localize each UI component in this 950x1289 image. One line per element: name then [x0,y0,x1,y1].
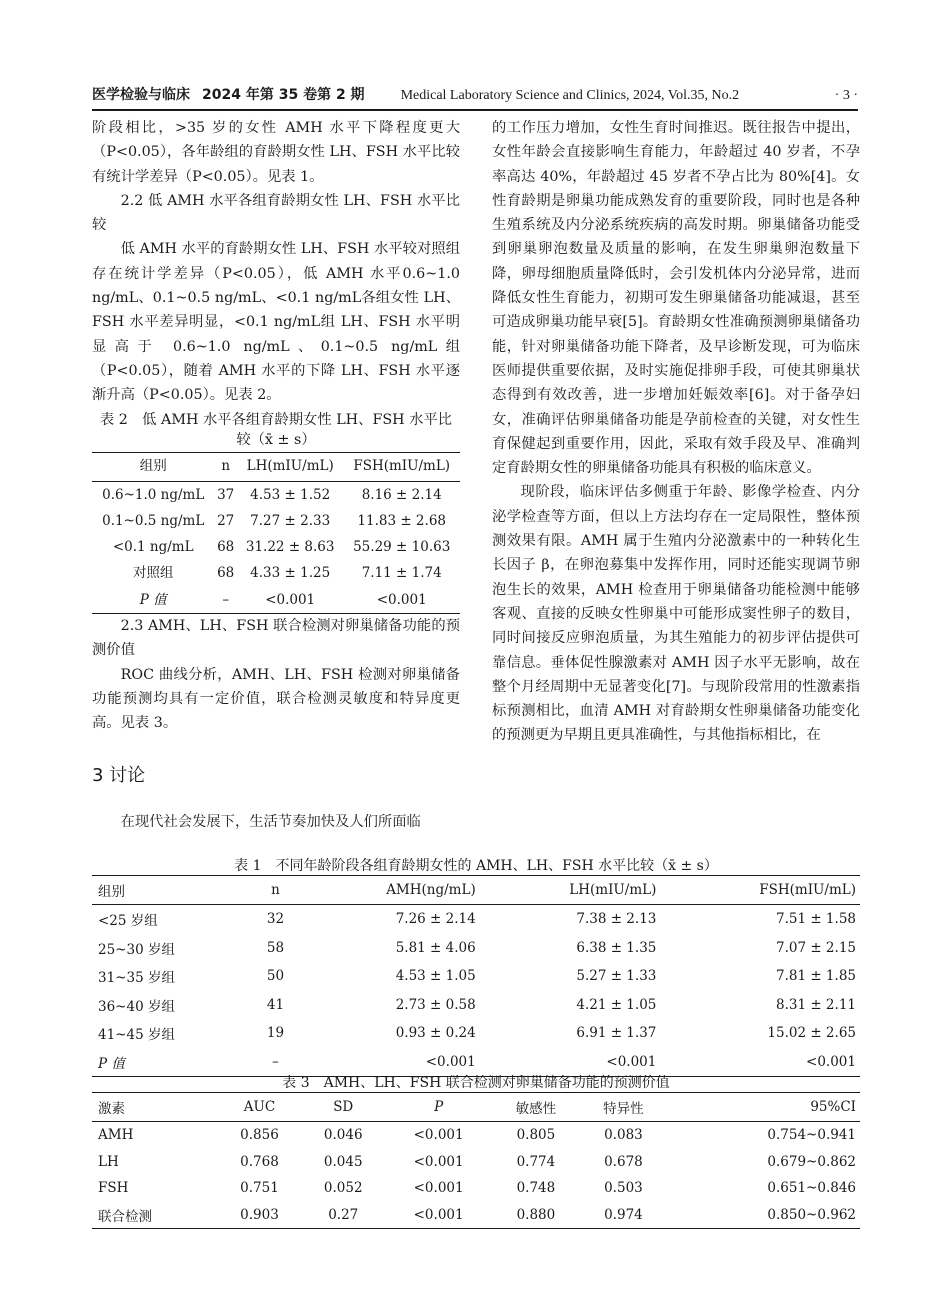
table-cell: 6.91 ± 1.37 [576,1025,657,1042]
table-cell: 27 [217,512,235,529]
table-header-cell: 激素 [92,1093,218,1122]
table-row [92,1122,860,1149]
table-cell: 5.27 ± 1.33 [576,968,657,985]
table-cell: 7.51 ± 1.58 [775,911,856,928]
table-row [92,1149,860,1176]
table-cell: 31.22 ± 8.63 [245,539,335,556]
table-3-block [92,1072,860,1229]
table-header-cell: AUC [218,1093,302,1122]
table-cell: 55.29 ± 10.63 [353,539,451,556]
table-header-cell: 组别 [92,876,257,905]
table-cell: 0.678 [604,1153,643,1170]
caption-line: 较（x̄ ± s） [236,431,316,448]
table-cell: 0.651~0.846 [767,1180,856,1197]
table-row [92,587,460,614]
table-cell: 0.856 [240,1127,279,1144]
table-cell: <0.1 ng/mL [112,539,194,556]
table-cell: <0.001 [413,1206,464,1223]
table-cell: P 值 [139,591,167,608]
table-cell: 36~40 岁组 [98,998,175,1015]
table-row [92,508,460,534]
table-cell: 2.73 ± 0.58 [395,996,476,1013]
table-row [92,560,460,586]
table-header-cell: P [385,1093,492,1122]
table-cell: 11.83 ± 2.68 [357,512,446,529]
table-cell: 15.02 ± 2.65 [767,1025,856,1042]
table-cell: <0.001 [425,1053,476,1070]
table-cell: 0.045 [323,1153,363,1170]
table-header-cell: 组别 [92,452,214,481]
table-cell: 4.53 ± 1.05 [395,968,476,985]
table-cell: 0.768 [240,1153,279,1170]
left-column [92,116,460,834]
table-cell: 8.31 ± 2.11 [775,996,856,1013]
table-2 [92,452,460,614]
table-cell: 31~35 岁组 [98,970,175,987]
table-cell: 0.1~0.5 ng/mL [102,512,205,529]
paragraph: 低 AMH 水平的育龄期女性 LH、FSH 水平较对照组存在统计学差异（P<0.05），低 AMH 水平0.6~1.0 ng/mL、0.1~0.5 ng/mL、<0.1 ng/mL各组女性 LH、FSH 水平差异明显，<0.1 ng/mL组 LH、FSH 水平明显高于 0.6~1.0 ng/mL、0.1~0.5 ng/mL组（P<0.05），随着 AMH 水平的下降 LH、FSH 水平逐渐升高（P<0.05）。见表 2。 [92,241,460,404]
table-cell: <0.001 [413,1127,464,1144]
paragraph: 在现代社会发展下，生活节奏加快及人们所面临 [120,813,421,830]
table-cell: 0.748 [516,1180,556,1197]
section-heading-3: 3 讨论 [92,764,146,786]
table-row [92,1019,860,1048]
table-cell: <0.001 [413,1153,464,1170]
table-cell: 7.81 ± 1.85 [775,968,856,985]
table-cell: 7.11 ± 1.74 [361,565,442,582]
table-cell: 5.81 ± 4.06 [395,939,476,956]
table-row [92,934,860,963]
table-cell: 4.53 ± 1.52 [250,486,331,503]
table-row [92,1175,860,1202]
table-cell: 0.774 [516,1153,556,1170]
table-header-cell: FSH(mIU/mL) [343,452,460,481]
table-row [92,534,460,560]
table-cell: 8.16 ± 2.14 [361,486,442,503]
paragraph: 阶段相比，>35 岁的女性 AMH 水平下降程度更大（P<0.05），各年龄组的育龄期女性 LH、FSH 水平比较有统计学差异（P<0.05）。见表 1。 [92,120,460,185]
table-cell: 68 [217,539,235,556]
table-cell: 0.805 [516,1127,556,1144]
table-cell: 25~30 岁组 [98,941,175,958]
table-cell: 68 [217,565,235,582]
table-cell: 50 [266,968,285,985]
table-1-block [92,855,860,1077]
table-header-cell: SD [301,1093,385,1122]
table-1 [92,875,860,1077]
table-cell: 0.052 [323,1180,363,1197]
table-header-cell: LH(mIU/mL) [237,452,343,481]
table-cell: 7.38 ± 2.13 [576,911,657,928]
table-row [92,481,460,508]
page-number: · 3 · [834,88,858,103]
table-cell: 6.38 ± 1.35 [576,939,657,956]
table-cell: 0.503 [604,1180,643,1197]
table-cell: 0.751 [240,1180,279,1197]
table-cell: LH [98,1153,119,1170]
paragraph: 现阶段，临床评估多侧重于年龄、影像学检查、内分泌学检查等方面，但以上方法均存在一定局限性，整体预测效果有限。AMH 属于生殖内分泌激素中的一种转化生长因子 β，在卵泡募集中发挥作用，同时还能实现调节卵泡生长的效果，AMH 检查用于卵巢储备功能检测中能够客观、直接的反映女性卵巢中可能形成窦性卵子的数目，同时间接反应卵泡质量，为其生殖能力的初步评估提供可靠信息。垂体促性腺激素对 AMH 因子水平无影响，故在整个月经周期中无显著变化[7]。与现阶段常用的性激素指标预测相比，血清 AMH 对育龄期女性卵巢储备功能变化的预测更为早期且更具准确性，与其他指标相比，在 [492,484,860,744]
table-2-caption [92,410,460,450]
table-header-cell: FSH(mIU/mL) [660,876,860,905]
table-cell: 0.754~0.941 [767,1127,856,1144]
table-cell: 0.903 [240,1206,279,1223]
table-cell: 0.27 [328,1206,359,1223]
table-cell: – [222,591,230,608]
section-heading-2-2: 2.2 低 AMH 水平各组育龄期女性 LH、FSH 水平比较 [92,192,460,234]
table-row [92,962,860,991]
table-cell: 联合检测 [98,1208,152,1225]
table-cell: <0.001 [413,1180,464,1197]
table-cell: 7.27 ± 2.33 [250,512,331,529]
table-row [92,991,860,1020]
table-cell: 7.26 ± 2.14 [395,911,476,928]
table-cell: 4.33 ± 1.25 [250,565,331,582]
table-cell: AMH [98,1127,134,1144]
table-header-cell: n [257,876,295,905]
table-cell: <0.001 [265,591,316,608]
paragraph: ROC 曲线分析，AMH、LH、FSH 检测对卵巢储备功能预测均具有一定价值，联合检测灵敏度和特异度更高。见表 3。 [92,666,460,732]
table-cell: <0.001 [376,591,427,608]
table-cell: P 值 [98,1055,125,1072]
paragraph: 的工作压力增加，女性生育时间推迟。既往报告中提出，女性年龄会直接影响生育能力，年龄超过 40 岁者，不孕率高达 40%，年龄超过 45 岁者不孕占比为 80%[4]。女性育龄期是卵巢功能成熟发育的重要阶段，同时也是各种生殖系统及内分泌系统疾病的高发时期。卵巢储备功能受到卵巢卵泡数量及质量的影响，在发生卵巢卵泡数量下降，卵母细胞质量降低时，会引发机体内分泌异常，进而降低女性生育能力，初期可发生卵巢储备功能减退，甚至可造成卵巢功能早衰[5]。育龄期女性准确预测卵巢储备功能，针对卵巢储备功能下降者，及早诊断发现，可为临床医师提供重要依据，及时实施促排卵手段，可使其卵巢状态得到有效改善，进一步增加妊娠效率[6]。对于备孕妇女，准确评估卵巢储备功能是孕前检查的关键，对女性生育保健起到重要作用，因此，采取有效手段及早、准确判定育龄期女性的卵巢储备功能具有积极的临床意义。 [492,120,860,477]
section-heading-2-3: 2.3 AMH、LH、FSH 联合检测对卵巢储备功能的预测价值 [92,618,460,659]
table-header-cell: LH(mIU/mL) [480,876,661,905]
table-row [92,905,860,934]
table-cell: 0.850~0.962 [767,1206,856,1223]
table-cell: <0.001 [606,1053,657,1070]
table-cell: 4.21 ± 1.05 [576,996,657,1013]
table-cell: 0.93 ± 0.24 [395,1025,476,1042]
table-cell: 0.6~1.0 ng/mL [102,486,205,503]
table-cell: 对照组 [132,565,174,582]
table-cell: 0.974 [604,1206,643,1223]
right-column [492,116,860,748]
table-cell: 32 [266,911,285,928]
table-cell: <25 岁组 [98,913,158,930]
journal-title-en: Medical Laboratory Science and Clinics, 2024, Vol.35, No.2 [400,88,740,103]
table-header-cell: 95%CI [667,1093,860,1122]
table-header-cell: AMH(ng/mL) [294,876,479,905]
table-3 [92,1092,860,1229]
table-cell: 0.679~0.862 [767,1153,856,1170]
table-cell: 0.880 [516,1206,556,1223]
table-cell: 41 [266,996,285,1013]
table-header-cell: 特异性 [580,1093,668,1122]
table-cell: FSH [98,1180,129,1197]
table-cell: 58 [266,939,285,956]
journal-issue-cn: 2024 年第 35 卷第 2 期 [202,87,365,103]
table-cell: <0.001 [806,1053,856,1070]
table-cell: 0.046 [323,1127,363,1144]
journal-title-cn: 医学检验与临床 [92,87,190,103]
table-header-row [92,1093,860,1122]
table-header-row [92,876,860,905]
table-header-cell: 敏感性 [492,1093,580,1122]
table-cell: 7.07 ± 2.15 [775,939,856,956]
table-cell: 37 [217,486,235,503]
table-cell: 0.083 [604,1127,643,1144]
caption-line: 表 2 低 AMH 水平各组育龄期女性 LH、FSH 水平比 [99,411,453,428]
table-1-caption: 表 1 不同年龄阶段各组育龄期女性的 AMH、LH、FSH 水平比较（x̄ ± s） [234,858,718,874]
table-cell: – [272,1053,279,1070]
table-row [92,1202,860,1229]
page-header [92,76,858,111]
table-cell: 19 [266,1025,285,1042]
table-header-row [92,452,460,481]
table-3-caption: 表 3 AMH、LH、FSH 联合检测对卵巢储备功能的预测价值 [282,1075,670,1091]
table-header-cell: n [214,452,237,481]
table-cell: 41~45 岁组 [98,1027,175,1044]
